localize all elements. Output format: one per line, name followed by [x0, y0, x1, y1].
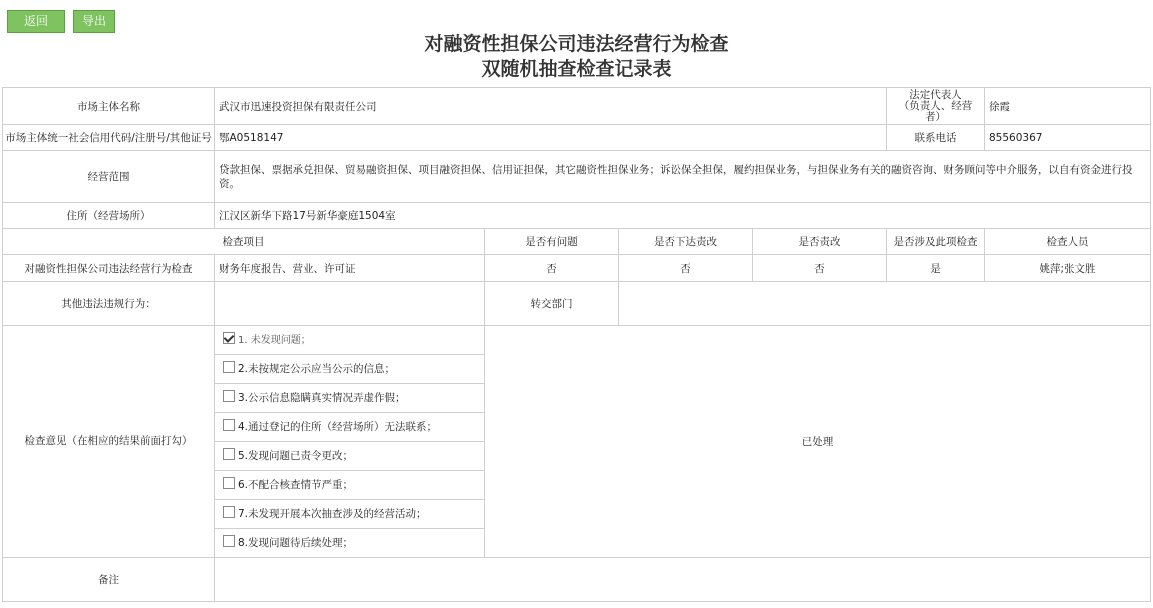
- option-label: 8.发现问题待后续处理；: [238, 537, 354, 549]
- option-label: 2.未按规定公示应当公示的信息；: [238, 363, 396, 375]
- remarks-value: [215, 558, 1151, 602]
- header-check-item: 检查项目: [3, 229, 485, 255]
- row-opinion: [3, 326, 1151, 558]
- header-involved: 是否涉及此项检查: [887, 229, 985, 255]
- record-table: [2, 87, 1151, 602]
- transfer-label: 转交部门: [485, 282, 619, 326]
- page-title: [0, 32, 1153, 82]
- opinion-option-4[interactable]: [215, 413, 484, 442]
- title-line-1: 对融资性担保公司违法经营行为检查: [424, 33, 729, 55]
- legal-rep-label-line2: （负责人、经营者）: [898, 99, 973, 123]
- checkbox-icon[interactable]: [223, 390, 235, 402]
- scope-value: 贷款担保、票据承兑担保、贸易融资担保、项目融资担保、信用证担保，其它融资性担保业务；诉讼保全担保，履约担保业务，与担保业务有关的融资咨询、财务顾问等中介服务，以自有资金进行投资。: [215, 151, 1151, 203]
- checkbox-icon[interactable]: [223, 506, 235, 518]
- phone-label: 联系电话: [887, 125, 985, 151]
- opinion-option-8[interactable]: [215, 529, 484, 557]
- other-label: 其他违法违规行为：: [3, 282, 215, 326]
- toolbar: [7, 10, 115, 33]
- checkbox-icon[interactable]: [223, 419, 235, 431]
- opinion-option-7[interactable]: [215, 500, 484, 529]
- transfer-value: [619, 282, 1151, 326]
- back-button[interactable]: 返回: [7, 10, 65, 33]
- opinion-result: 已处理: [485, 326, 1151, 558]
- row-market-entity: [3, 88, 1151, 125]
- option-label: 5.发现问题已责令更改；: [238, 450, 354, 462]
- checkbox-icon[interactable]: [223, 448, 235, 460]
- other-value: [215, 282, 485, 326]
- option-label: 4.通过登记的住所（经营场所）无法联系；: [238, 421, 438, 433]
- opinion-option-6[interactable]: [215, 471, 484, 500]
- row-remarks: [3, 558, 1151, 602]
- table-row: [3, 255, 1151, 282]
- header-has-issue: 是否有问题: [485, 229, 619, 255]
- scope-label: 经营范围: [3, 151, 215, 203]
- legal-rep-value: 徐霞: [985, 88, 1151, 125]
- check-row-name: 对融资性担保公司违法经营行为检查: [3, 255, 215, 282]
- checkbox-checked-icon[interactable]: [223, 332, 235, 344]
- option-label: 1. 未发现问题；: [238, 335, 311, 346]
- market-entity-label: 市场主体名称: [3, 88, 215, 125]
- checkbox-icon[interactable]: [223, 535, 235, 547]
- title-line-2: 双随机抽查检查记录表: [481, 58, 672, 80]
- checkbox-icon[interactable]: [223, 361, 235, 373]
- row-address: [3, 203, 1151, 229]
- legal-rep-label-line1: 法定代表人: [909, 88, 962, 101]
- check-row-has-issue: 否: [485, 255, 619, 282]
- check-row-inspectors: 姚萍;张文胜: [985, 255, 1151, 282]
- market-entity-value: 武汉市迅速投资担保有限责任公司: [215, 88, 887, 125]
- check-row-involved: 是: [887, 255, 985, 282]
- address-label: 住所（经营场所）: [3, 203, 215, 229]
- opinion-option-2[interactable]: [215, 355, 484, 384]
- check-table-header: [3, 229, 1151, 255]
- opinion-label: 检查意见（在相应的结果前面打勾）: [3, 326, 215, 558]
- export-button[interactable]: 导出: [73, 10, 115, 33]
- address-value: 江汉区新华下路17号新华豪庭1504室: [215, 203, 1151, 229]
- record-table-wrapper: [2, 87, 1150, 602]
- row-scope: [3, 151, 1151, 203]
- opinion-option-3[interactable]: [215, 384, 484, 413]
- opinion-option-5[interactable]: [215, 442, 484, 471]
- header-corrected: 是否责改: [753, 229, 887, 255]
- credit-code-value: 鄂A0518147: [215, 125, 887, 151]
- checkbox-icon[interactable]: [223, 477, 235, 489]
- check-row-order-issued: 否: [619, 255, 753, 282]
- header-inspectors: 检查人员: [985, 229, 1151, 255]
- row-credit-code: [3, 125, 1151, 151]
- phone-value: 85560367: [985, 125, 1151, 151]
- header-order-issued: 是否下达责改: [619, 229, 753, 255]
- check-row-item: 财务年度报告、营业、许可证: [215, 255, 485, 282]
- check-row-corrected: 否: [753, 255, 887, 282]
- option-label: 3.公示信息隐瞒真实情况弄虚作假；: [238, 392, 406, 404]
- credit-code-label: 市场主体统一社会信用代码/注册号/其他证号: [3, 125, 215, 151]
- row-other: [3, 282, 1151, 326]
- opinion-options: [215, 326, 485, 558]
- remarks-label: 备注: [3, 558, 215, 602]
- opinion-option-1[interactable]: [215, 326, 484, 355]
- option-label: 7.未发现开展本次抽查涉及的经营活动；: [238, 508, 427, 520]
- legal-rep-label: [887, 88, 985, 125]
- option-label: 6.不配合核查情节严重；: [238, 479, 354, 491]
